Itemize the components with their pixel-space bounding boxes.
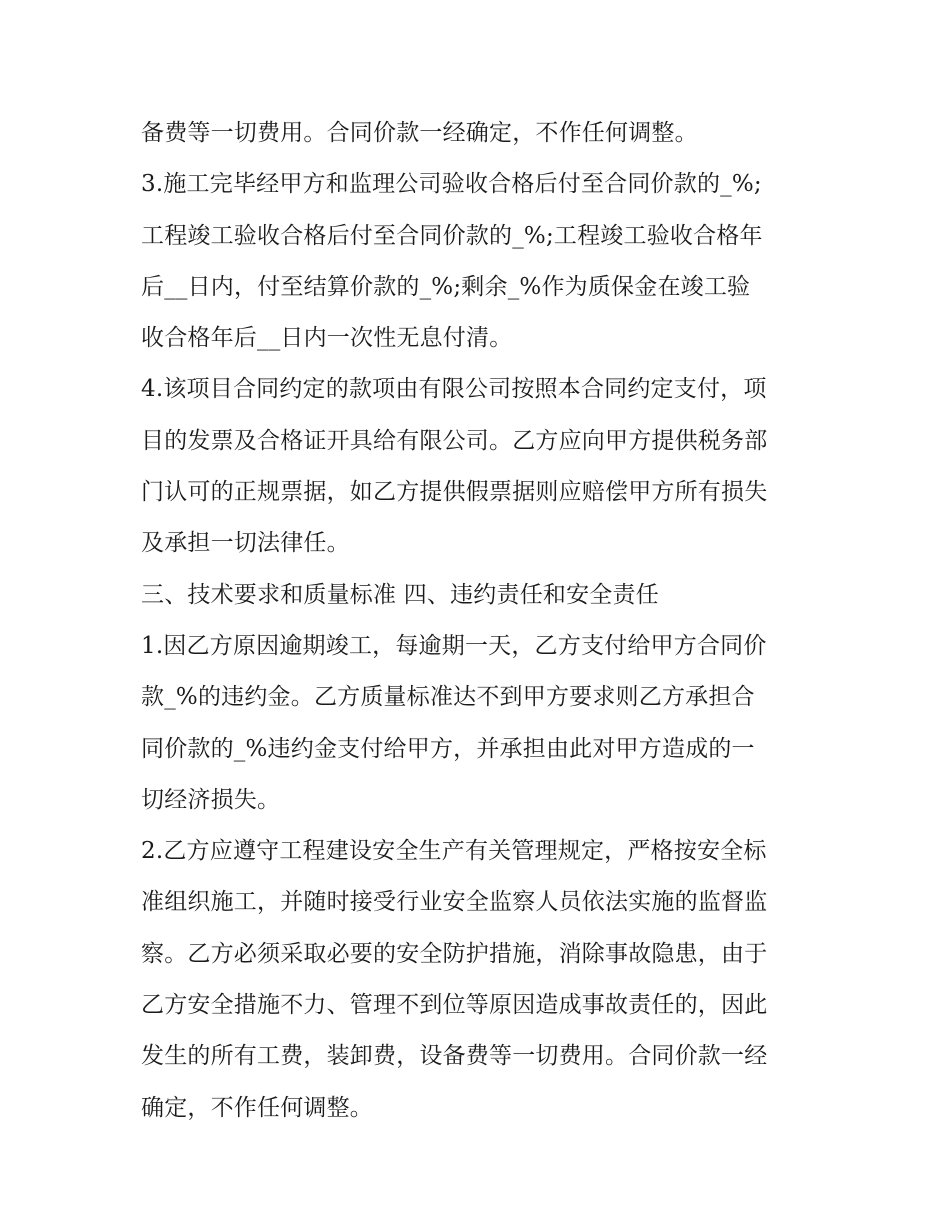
text-line-9: 及承担一切法律任。 bbox=[141, 530, 350, 557]
text-line-15: 2.乙方应遵守工程建设安全生产有关管理规定，严格按安全标 bbox=[141, 838, 767, 865]
text-line-8: 门认可的正规票据，如乙方提供假票据则应赔偿甲方所有损失 bbox=[141, 479, 768, 506]
text-line-1: 备费等一切费用。合同价款一经确定，不作任何调整。 bbox=[141, 120, 698, 146]
text-line-17: 察。乙方必须采取必要的安全防护措施，消除事故隐患，由于 bbox=[141, 940, 768, 967]
text-line-2: 3.施工完毕经甲方和监理公司验收合格后付至合同价款的_%; bbox=[141, 171, 762, 198]
text-line-14: 切经济损失。 bbox=[141, 786, 281, 813]
text-line-6: 4.该项目合同约定的款项由有限公司按照本合同约定支付，项 bbox=[141, 376, 767, 403]
text-line-7: 目的发票及合格证开具给有限公司。乙方应向甲方提供税务部 bbox=[141, 427, 768, 454]
text-line-5: 收合格年后__日内一次性无息付清。 bbox=[141, 325, 513, 352]
text-line-4: 后__日内，付至结算价款的_%;剩余_%作为质保金在竣工验 bbox=[141, 273, 751, 300]
text-line-18: 乙方安全措施不力、管理不到位等原因造成事故责任的，因此 bbox=[141, 992, 768, 1019]
text-line-16: 准组织施工，并随时接受行业安全监察人员依法实施的监督监 bbox=[141, 889, 768, 916]
text-line-19: 发生的所有工费，装卸费，设备费等一切费用。合同价款一经 bbox=[141, 1043, 768, 1070]
text-line-11: 1.因乙方原因逾期竣工，每逾期一天，乙方支付给甲方合同价 bbox=[141, 632, 767, 659]
text-line-20: 确定，不作任何调整。 bbox=[141, 1094, 373, 1121]
text-line-13: 同价款的_%违约金支付给甲方，并承担由此对甲方造成的一 bbox=[141, 735, 755, 762]
contract-text bbox=[141, 108, 831, 1134]
section-heading: 三、技术要求和质量标准 四、违约责任和安全责任 bbox=[141, 581, 659, 608]
text-line-3: 工程竣工验收合格后付至合同价款的_%;工程竣工验收合格年 bbox=[141, 222, 763, 249]
text-line-12: 款_%的违约金。乙方质量标准达不到甲方要求则乙方承担合 bbox=[141, 684, 755, 711]
